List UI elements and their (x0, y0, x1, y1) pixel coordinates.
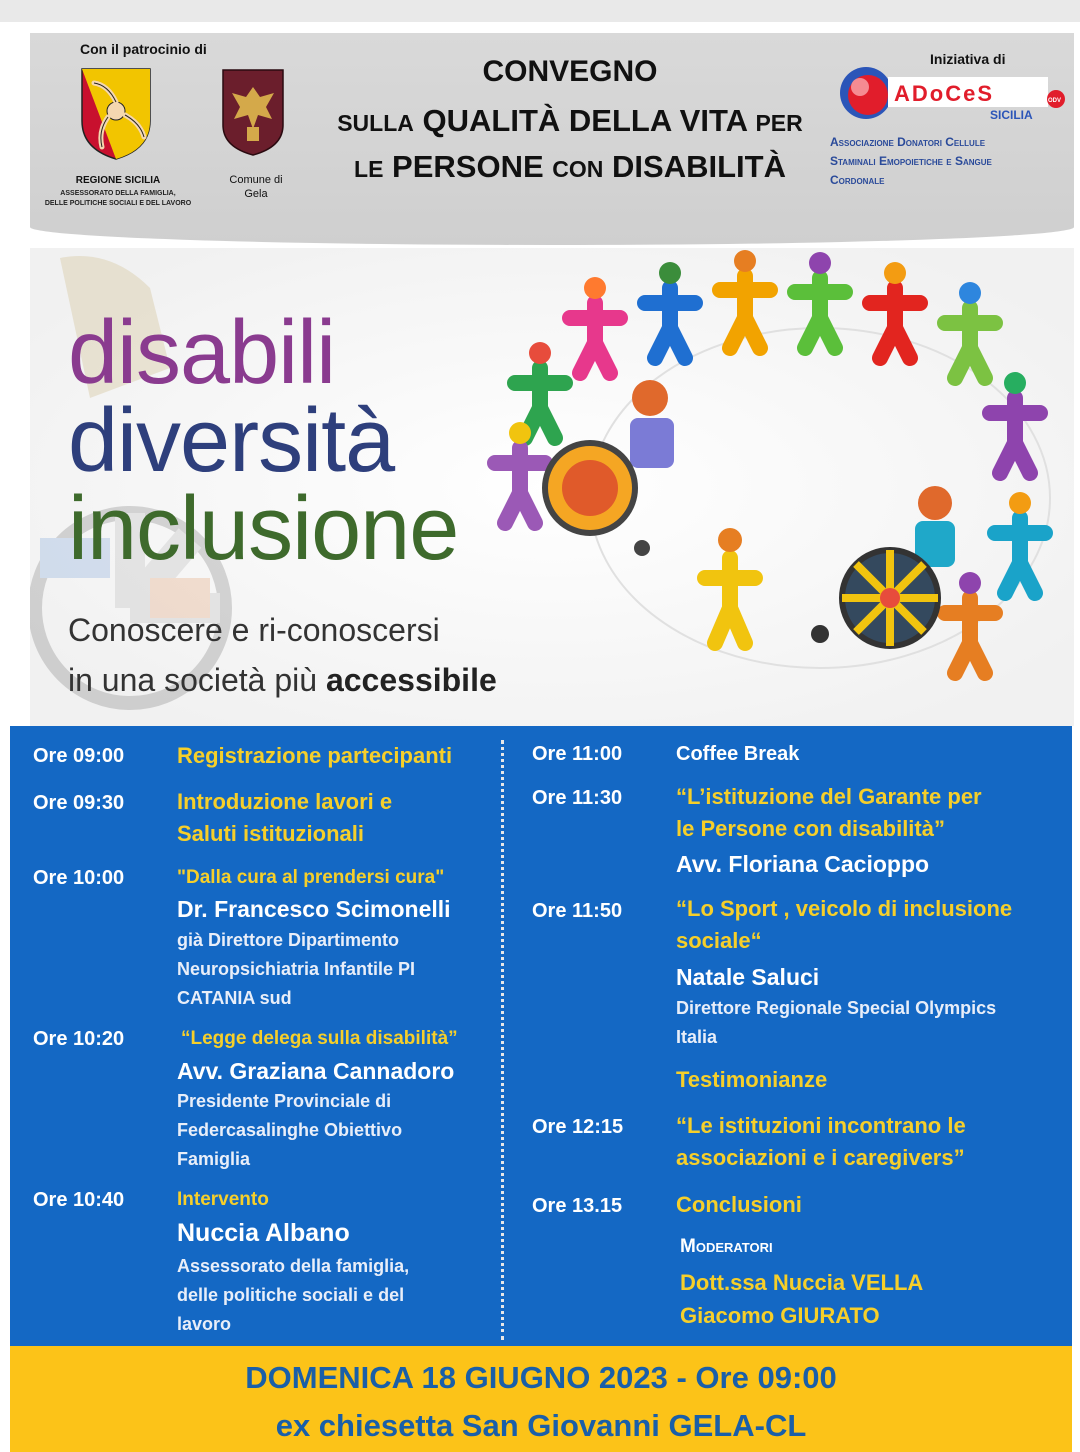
event-footer (10, 1346, 1072, 1452)
role-albano (177, 1252, 409, 1339)
tagline-emphasis: accessibile (325, 662, 497, 698)
item-coffee-break: Coffee Break (676, 743, 800, 765)
item-sport-line-2: sociale“ (676, 928, 762, 953)
region-office-line-2: DELLE POLITICHE SOCIALI E DEL LAVORO (44, 200, 192, 207)
time-1315: Ore 13.15 (532, 1195, 623, 1217)
speaker-saluci: Natale Saluci (676, 964, 820, 990)
item-introduzione (177, 786, 392, 850)
headline-word-diversita: diversità (68, 391, 395, 491)
time-1150: Ore 11:50 (532, 900, 623, 922)
tagline-line-1: Conoscere e ri-conoscersi (68, 612, 440, 648)
role-scimonelli (177, 926, 415, 1013)
speaker-cannadoro: Avv. Graziana Cannadoro (177, 1058, 455, 1084)
comune-gela-crest-icon (220, 67, 286, 157)
speaker-scimonelli: Dr. Francesco Scimonelli (177, 896, 451, 922)
item-istituzioni-line-2: associazioni e i caregivers” (676, 1145, 965, 1170)
item-introduzione-line-1: Introduzione lavori e (177, 789, 393, 814)
time-0900: Ore 09:00 (33, 745, 125, 767)
role-line: Italia (676, 1027, 718, 1047)
headline-word-disabili: disabili (68, 303, 336, 403)
role-line: Assessorato della famiglia, (177, 1256, 410, 1276)
item-garante-line-1: “L’istituzione del Garante per (676, 784, 982, 809)
top-bar (0, 0, 1080, 22)
regione-sicilia-crest-icon (78, 65, 154, 161)
item-conclusioni: Conclusioni (676, 1192, 802, 1217)
time-1040: Ore 10:40 (33, 1189, 125, 1211)
headline-word-inclusione: inclusione (68, 479, 459, 579)
initiative-label: Iniziativa di (930, 51, 1006, 67)
adoces-logo-icon (836, 63, 1068, 123)
item-dalla-cura-title: "Dalla cura al prendersi cura" (177, 867, 445, 888)
role-line: Neuropsichiatria Infantile PI (177, 959, 416, 979)
role-line: lavoro (177, 1314, 232, 1334)
patronage-label: Con il patrocinio di (80, 41, 207, 57)
time-0930: Ore 09:30 (33, 792, 125, 814)
time-1100: Ore 11:00 (532, 743, 623, 765)
comune-name (216, 173, 296, 201)
comune-line-2: Gela (244, 188, 268, 200)
region-office-line-1: ASSESSORATO DELLA FAMIGLIA, (60, 190, 176, 197)
role-line: Direttore Regionale Special Olympics (676, 998, 997, 1018)
item-istituzioni (676, 1110, 966, 1174)
role-saluci (676, 994, 996, 1052)
item-introduzione-line-2: Saluti istituzionali (177, 821, 365, 846)
logo-sub: SICILIA (990, 108, 1033, 122)
conference-subtitle-1 (310, 103, 830, 139)
speaker-albano: Nuccia Albano (177, 1219, 350, 1247)
item-garante-line-2: le Persone con disabilità” (676, 816, 945, 841)
time-1020: Ore 10:20 (33, 1028, 125, 1050)
association-line-1: Associazione Donatori Cellule (830, 135, 986, 149)
logo-text: ADoCeS (894, 81, 995, 106)
column-divider (501, 740, 504, 1340)
role-line: già Direttore Dipartimento (177, 930, 400, 950)
moderator-vella: Dott.ssa Nuccia VELLA (680, 1270, 924, 1295)
subtitle-word: SULLA (337, 110, 414, 136)
program-panel (10, 726, 1072, 1346)
subtitle-phrase: PERSONE (392, 149, 544, 184)
time-1000: Ore 10:00 (33, 867, 125, 889)
tagline-line-2 (68, 662, 497, 699)
time-1130: Ore 11:30 (532, 787, 623, 809)
association-full-name (830, 133, 1064, 190)
subtitle-phrase: QUALITÀ DELLA VITA (422, 103, 747, 138)
item-sport (676, 893, 1012, 957)
logo-badge: ODV (1048, 98, 1062, 104)
subtitle-word: PER (755, 110, 803, 136)
role-cannadoro (177, 1087, 402, 1174)
header-banner (30, 33, 1074, 245)
event-date: DOMENICA 18 GIUGNO 2023 - Ore 09:00 (245, 1360, 837, 1395)
item-testimonianze: Testimonianze (676, 1067, 828, 1092)
comune-line-1: Comune di (229, 174, 283, 186)
role-line: CATANIA sud (177, 988, 292, 1008)
subtitle-word: CON (552, 156, 604, 182)
item-registrazione: Registrazione partecipanti (177, 743, 453, 768)
moderators-label: Moderatori (680, 1236, 773, 1257)
role-line: Federcasalinghe Obiettivo (177, 1120, 403, 1140)
item-istituzioni-line-1: “Le istituzioni incontrano le (676, 1113, 966, 1138)
region-name: REGIONE SICILIA (75, 175, 161, 186)
subtitle-phrase: DISABILITÀ (612, 149, 786, 184)
conference-subtitle-2 (310, 149, 830, 185)
event-venue: ex chiesetta San Giovanni GELA-CL (275, 1408, 807, 1443)
subtitle-word: LE (354, 156, 384, 182)
role-line: delle politiche sociali e del (177, 1285, 405, 1305)
item-garante (676, 781, 982, 845)
tagline-text: in una società più (68, 662, 326, 698)
item-intervento-title: Intervento (177, 1189, 269, 1210)
role-line: Famiglia (177, 1149, 251, 1169)
speaker-cacioppo: Avv. Floriana Cacioppo (676, 851, 930, 877)
item-sport-line-1: “Lo Sport , veicolo di inclusione (676, 896, 1013, 921)
association-line-2: Staminali Emopoietiche e Sangue (830, 154, 992, 168)
moderator-giurato: Giacomo GIURATO (680, 1303, 880, 1328)
association-line-3: Cordonale (830, 173, 885, 187)
role-line: Presidente Provinciale di (177, 1091, 392, 1111)
region-office (34, 189, 202, 209)
time-1215: Ore 12:15 (532, 1116, 624, 1138)
item-legge-delega-title: “Legge delega sulla disabilità” (181, 1028, 458, 1049)
hero-section (30, 248, 1074, 726)
conference-title: CONVEGNO (482, 55, 658, 88)
